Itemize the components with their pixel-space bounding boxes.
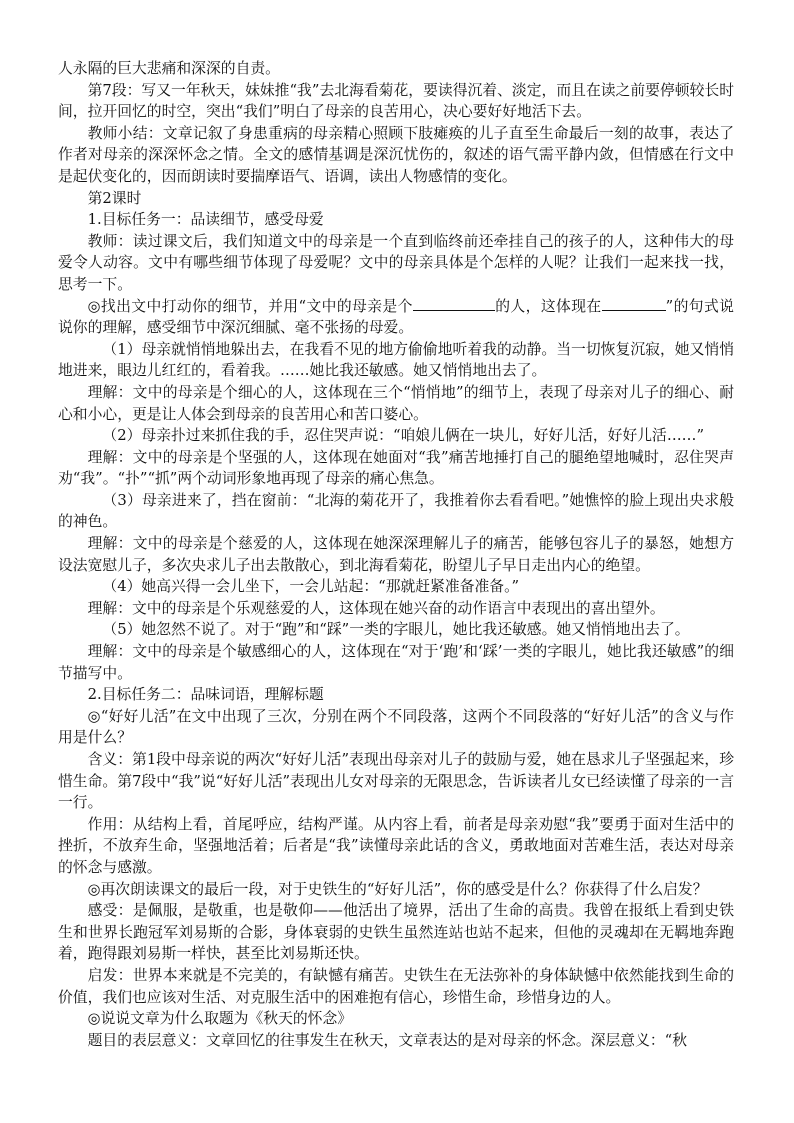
paragraph: 第7段：写又一年秋天，妹妹推“我”去北海看菊花，要读得沉着、淡定，而且在读之前要停顿较长时间，拉开回忆的时空，突出“我们”明白了母亲的良苦用心，决心要好好地活下去。 [58,81,734,121]
question-paragraph: ◎再次朗读课文的最后一段，对于史铁生的“好好儿活”，你的感受是什么？你获得了什么启发？ [87,880,708,898]
question-text: ◎找出文中打动你的细节，并用“文中的母亲是个 [87,297,413,315]
fill-blank [413,296,495,311]
paragraph: 理解：文中的母亲是个细心的人，这体现在三个“悄悄地”的细节上，表现了母亲对儿子的细心、耐心和小心，更是让人体会到母亲的良苦用心和苦口婆心。 [58,383,734,423]
fill-blank [602,296,666,311]
quote-paragraph: （4）她高兴得一会儿坐下，一会儿站起：“那就赶紧准备准备。” [102,578,520,596]
lesson-heading: 第2课时 [87,189,142,207]
paragraph: 人永隔的巨大悲痛和深深的自责。 [58,60,280,77]
task-heading: 1.目标任务一：品读细节，感受母爱 [87,211,324,229]
paragraph: 启发：世界本来就是不完美的，有缺憾有痛苦。史铁生在无法弥补的身体缺憾中依然能找到生命的价值，我们也应该对生活、对克服生活中的困难抱有信心，珍惜生命，珍惜身边的人。 [58,966,734,1006]
paragraph: 理解：文中的母亲是个坚强的人，这体现在她面对“我”痛苦地捶打自己的腿绝望地喊时，忍住哭声劝“我”。“扑”“抓”两个动词形象地再现了母亲的痛心焦急。 [58,448,734,488]
quote-paragraph: （5）她忽然不说了。对于“跑”和“踩”一类的字眼儿，她比我还敏感。她又悄悄地出去了。 [102,621,690,639]
quote-paragraph: （3）母亲进来了，挡在窗前：“北海的菊花开了，我推着你去看看吧。”她憔悴的脸上现出央求般的神色。 [58,491,734,531]
question-paragraph: ◎说说文章为什么取题为《秋天的怀念》 [87,1010,353,1028]
task-heading: 2.目标任务二：品味词语，理解标题 [87,686,324,704]
paragraph: 理解：文中的母亲是个慈爱的人，这体现在她深深理解儿子的痛苦，能够包容儿子的暴怒，她想方设法宽慰儿子，多次央求儿子出去散散心，到北海看菊花，盼望儿子早日走出内心的绝望。 [58,535,734,574]
question-text: 的人，这体现在 [494,297,602,315]
paragraph: 题目的表层意义：文章回忆的往事发生在秋天，文章表达的是对母亲的怀念。深层意义：“秋 [87,1031,688,1049]
paragraph: 教师：读过课文后，我们知道文中的母亲是一个直到临终前还牵挂自己的孩子的人，这种伟大的母爱令人动容。文中有哪些细节体现了母爱呢？文中的母亲具体是个怎样的人呢？让我们一起来找一找，思考一下。 [58,232,734,293]
paragraph: 理解：文中的母亲是个敏感细心的人，这体现在“对于‘跑’和‘踩’一类的字眼儿，她比我还敏感”的细节描写中。 [58,643,734,682]
quote-paragraph: （2）母亲扑过来抓住我的手，忍住哭声说：“咱娘儿俩在一块儿，好好儿活，好好儿活……” [102,427,705,445]
question-paragraph: ◎“好好儿活”在文中出现了三次，分别在两个不同段落，这两个不同段落的“好好儿活”的含义与作用是什么？ [58,707,734,747]
paragraph: 作用：从结构上看，首尾呼应，结构严谨。从内容上看，前者是母亲劝慰“我”要勇于面对生活中的挫折，不放弃生命，坚强地活着；后者是“我”读懂母亲此话的含义，勇敢地面对苦难生活，表达对母亲的怀念与感激。 [58,815,734,876]
paragraph: 教师小结：文章记叙了身患重病的母亲精心照顾下肢瘫痪的儿子直至生命最后一刻的故事，表达了作者对母亲的深深怀念之情。全文的感情基调是深沉忧伤的，叙述的语气需平静内敛，但情感在行文中是起伏变化的，因而朗读时要揣摩语气、语调，读出人物感情的变化。 [58,124,734,185]
question-with-blanks [58,296,734,339]
paragraph: 理解：文中的母亲是个乐观慈爱的人，这体现在她兴奋的动作语言中表现出的喜出望外。 [87,599,665,617]
question-text: ”的句式说说你的理解，感受细节中深沉细腻、毫不张扬的母爱。 [58,297,734,337]
paragraph: 含义：第1段中母亲说的两次“好好儿活”表现出母亲对儿子的鼓励与爱，她在恳求儿子坚强起来，珍惜生命。第7段中“我”说“好好儿活”表现出儿女对母亲的无限思念，告诉读者儿女已经读懂了母亲的一言一行。 [58,751,734,812]
quote-paragraph: （1）母亲就悄悄地躲出去，在我看不见的地方偷偷地听着我的动静。当一切恢复沉寂，她又悄悄地进来，眼边儿红红的，看着我。……她比我还敏感。她又悄悄地出去了。 [58,340,734,380]
paragraph: 感受：是佩服，是敬重，也是敬仰——他活出了境界，活出了生命的高贵。我曾在报纸上看到史铁生和世界长跑冠军刘易斯的合影，身体衰弱的史铁生虽然连站也站不起来，但他的灵魂却在无羁地奔跑着，跑得跟刘易斯一样快，甚至比刘易斯还快。 [58,902,734,963]
document-page [58,58,734,1051]
